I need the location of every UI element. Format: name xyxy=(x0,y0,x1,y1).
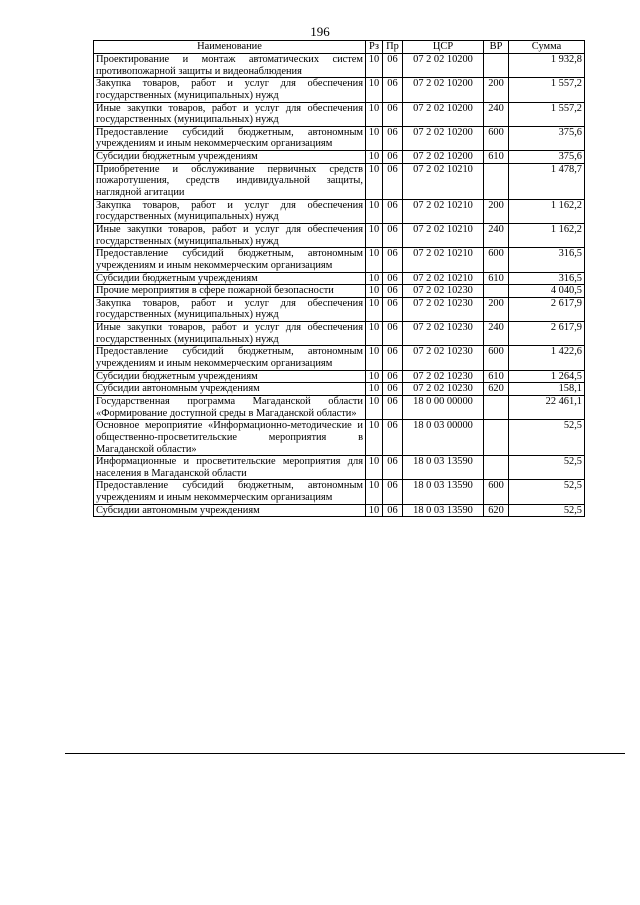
table-row xyxy=(94,102,585,126)
cell-rz: 10 xyxy=(366,102,383,126)
cell-rz: 10 xyxy=(366,504,383,517)
cell-pr: 06 xyxy=(383,383,403,396)
table-row xyxy=(94,395,585,419)
cell-sum: 52,5 xyxy=(509,456,585,480)
cell-name: Государственная программа Магаданской области «Формирование доступной среды в Магаданской области» xyxy=(94,395,366,419)
cell-csr: 18 0 03 00000 xyxy=(403,420,484,456)
cell-csr: 07 2 02 10230 xyxy=(403,322,484,346)
cell-vr: 240 xyxy=(484,223,509,247)
cell-vr: 200 xyxy=(484,78,509,102)
cell-pr: 06 xyxy=(383,78,403,102)
table-row xyxy=(94,248,585,272)
cell-csr: 07 2 02 10210 xyxy=(403,248,484,272)
table-row xyxy=(94,504,585,517)
cell-rz: 10 xyxy=(366,199,383,223)
cell-rz: 10 xyxy=(366,272,383,285)
cell-csr: 07 2 02 10210 xyxy=(403,163,484,199)
cell-vr: 600 xyxy=(484,126,509,150)
cell-sum: 1 478,7 xyxy=(509,163,585,199)
cell-sum: 1 932,8 xyxy=(509,54,585,78)
table-row xyxy=(94,199,585,223)
cell-rz: 10 xyxy=(366,223,383,247)
cell-name: Субсидии автономным учреждениям xyxy=(94,383,366,396)
table-row xyxy=(94,456,585,480)
cell-name: Приобретение и обслуживание первичных средств пожаротушения, средств индивидуальной защиты, наглядной агитации xyxy=(94,163,366,199)
cell-vr: 240 xyxy=(484,322,509,346)
cell-sum: 316,5 xyxy=(509,272,585,285)
page-number: 196 xyxy=(310,24,330,39)
cell-name: Закупка товаров, работ и услуг для обеспечения государственных (муниципальных) нужд xyxy=(94,297,366,321)
cell-rz: 10 xyxy=(366,346,383,370)
cell-pr: 06 xyxy=(383,248,403,272)
cell-csr: 07 2 02 10200 xyxy=(403,126,484,150)
cell-vr xyxy=(484,285,509,298)
cell-sum: 316,5 xyxy=(509,248,585,272)
cell-csr: 07 2 02 10200 xyxy=(403,78,484,102)
cell-name: Информационные и просветительские мероприятия для населения в Магаданской области xyxy=(94,456,366,480)
table-row xyxy=(94,322,585,346)
cell-rz: 10 xyxy=(366,480,383,504)
cell-sum: 52,5 xyxy=(509,504,585,517)
cell-csr: 07 2 02 10210 xyxy=(403,272,484,285)
cell-csr: 18 0 03 13590 xyxy=(403,480,484,504)
cell-sum: 2 617,9 xyxy=(509,297,585,321)
cell-rz: 10 xyxy=(366,370,383,383)
header-csr: ЦСР xyxy=(403,41,484,54)
cell-vr: 600 xyxy=(484,346,509,370)
cell-sum: 22 461,1 xyxy=(509,395,585,419)
cell-pr: 06 xyxy=(383,420,403,456)
cell-sum: 1 162,2 xyxy=(509,223,585,247)
cell-pr: 06 xyxy=(383,163,403,199)
header-rz: Рз xyxy=(366,41,383,54)
cell-vr xyxy=(484,54,509,78)
cell-rz: 10 xyxy=(366,420,383,456)
cell-rz: 10 xyxy=(366,456,383,480)
cell-vr: 200 xyxy=(484,199,509,223)
cell-vr: 610 xyxy=(484,370,509,383)
cell-sum: 4 040,5 xyxy=(509,285,585,298)
table-row xyxy=(94,383,585,396)
table-row xyxy=(94,78,585,102)
cell-pr: 06 xyxy=(383,272,403,285)
cell-csr: 18 0 00 00000 xyxy=(403,395,484,419)
cell-csr: 07 2 02 10230 xyxy=(403,370,484,383)
cell-pr: 06 xyxy=(383,456,403,480)
cell-rz: 10 xyxy=(366,322,383,346)
cell-csr: 07 2 02 10230 xyxy=(403,383,484,396)
cell-sum: 1 162,2 xyxy=(509,199,585,223)
table-row xyxy=(94,420,585,456)
cell-vr: 610 xyxy=(484,151,509,164)
cell-pr: 06 xyxy=(383,285,403,298)
cell-name: Предоставление субсидий бюджетным, автономным учреждениям и иным некоммерческим организациям xyxy=(94,248,366,272)
cell-name: Субсидии бюджетным учреждениям xyxy=(94,151,366,164)
cell-sum: 375,6 xyxy=(509,126,585,150)
cell-vr: 610 xyxy=(484,272,509,285)
cell-pr: 06 xyxy=(383,54,403,78)
cell-pr: 06 xyxy=(383,322,403,346)
cell-pr: 06 xyxy=(383,395,403,419)
cell-csr: 07 2 02 10200 xyxy=(403,54,484,78)
cell-pr: 06 xyxy=(383,297,403,321)
cell-rz: 10 xyxy=(366,54,383,78)
budget-table xyxy=(93,40,585,517)
cell-name: Прочие мероприятия в сфере пожарной безопасности xyxy=(94,285,366,298)
cell-rz: 10 xyxy=(366,285,383,298)
cell-csr: 07 2 02 10230 xyxy=(403,297,484,321)
table-row xyxy=(94,151,585,164)
cell-vr: 600 xyxy=(484,480,509,504)
cell-rz: 10 xyxy=(366,248,383,272)
footer-rule xyxy=(65,753,625,754)
table-body xyxy=(94,54,585,517)
cell-name: Субсидии бюджетным учреждениям xyxy=(94,370,366,383)
cell-vr: 240 xyxy=(484,102,509,126)
cell-vr: 620 xyxy=(484,383,509,396)
cell-name: Иные закупки товаров, работ и услуг для обеспечения государственных (муниципальных) нужд xyxy=(94,223,366,247)
table-row xyxy=(94,480,585,504)
table-row xyxy=(94,54,585,78)
cell-name: Предоставление субсидий бюджетным, автономным учреждениям и иным некоммерческим организациям xyxy=(94,346,366,370)
cell-pr: 06 xyxy=(383,126,403,150)
header-vr: ВР xyxy=(484,41,509,54)
table-row xyxy=(94,126,585,150)
table-row xyxy=(94,370,585,383)
cell-name: Иные закупки товаров, работ и услуг для обеспечения государственных (муниципальных) нужд xyxy=(94,322,366,346)
cell-sum: 1 264,5 xyxy=(509,370,585,383)
cell-csr: 07 2 02 10200 xyxy=(403,102,484,126)
cell-sum: 1 422,6 xyxy=(509,346,585,370)
cell-csr: 07 2 02 10210 xyxy=(403,223,484,247)
cell-rz: 10 xyxy=(366,78,383,102)
cell-name: Предоставление субсидий бюджетным, автономным учреждениям и иным некоммерческим организациям xyxy=(94,126,366,150)
cell-sum: 2 617,9 xyxy=(509,322,585,346)
table-header-row xyxy=(94,41,585,54)
cell-name: Иные закупки товаров, работ и услуг для обеспечения государственных (муниципальных) нужд xyxy=(94,102,366,126)
cell-csr: 18 0 03 13590 xyxy=(403,504,484,517)
cell-sum: 375,6 xyxy=(509,151,585,164)
table-row xyxy=(94,272,585,285)
table-row xyxy=(94,346,585,370)
cell-name: Предоставление субсидий бюджетным, автономным учреждениям и иным некоммерческим организациям xyxy=(94,480,366,504)
table-row xyxy=(94,223,585,247)
cell-vr: 600 xyxy=(484,248,509,272)
cell-rz: 10 xyxy=(366,163,383,199)
cell-csr: 07 2 02 10230 xyxy=(403,285,484,298)
cell-vr xyxy=(484,395,509,419)
cell-sum: 1 557,2 xyxy=(509,78,585,102)
cell-name: Основное мероприятие «Информационно-методические и общественно-просветительские мероприятия в Магаданской области» xyxy=(94,420,366,456)
cell-rz: 10 xyxy=(366,126,383,150)
cell-name: Закупка товаров, работ и услуг для обеспечения государственных (муниципальных) нужд xyxy=(94,78,366,102)
table-row xyxy=(94,285,585,298)
cell-vr xyxy=(484,420,509,456)
cell-csr: 07 2 02 10230 xyxy=(403,346,484,370)
cell-pr: 06 xyxy=(383,504,403,517)
cell-pr: 06 xyxy=(383,480,403,504)
cell-rz: 10 xyxy=(366,395,383,419)
cell-csr: 07 2 02 10210 xyxy=(403,199,484,223)
cell-vr xyxy=(484,456,509,480)
cell-pr: 06 xyxy=(383,223,403,247)
cell-sum: 1 557,2 xyxy=(509,102,585,126)
cell-vr xyxy=(484,163,509,199)
cell-pr: 06 xyxy=(383,346,403,370)
cell-sum: 52,5 xyxy=(509,480,585,504)
cell-name: Субсидии бюджетным учреждениям xyxy=(94,272,366,285)
cell-pr: 06 xyxy=(383,370,403,383)
cell-rz: 10 xyxy=(366,297,383,321)
header-name: Наименование xyxy=(94,41,366,54)
table-row xyxy=(94,297,585,321)
cell-sum: 158,1 xyxy=(509,383,585,396)
cell-sum: 52,5 xyxy=(509,420,585,456)
cell-pr: 06 xyxy=(383,199,403,223)
header-pr: Пр xyxy=(383,41,403,54)
cell-name: Закупка товаров, работ и услуг для обеспечения государственных (муниципальных) нужд xyxy=(94,199,366,223)
cell-name: Проектирование и монтаж автоматических систем противопожарной защиты и видеонаблюдения xyxy=(94,54,366,78)
cell-rz: 10 xyxy=(366,151,383,164)
cell-vr: 620 xyxy=(484,504,509,517)
cell-name: Субсидии автономным учреждениям xyxy=(94,504,366,517)
cell-rz: 10 xyxy=(366,383,383,396)
cell-pr: 06 xyxy=(383,102,403,126)
cell-csr: 18 0 03 13590 xyxy=(403,456,484,480)
cell-pr: 06 xyxy=(383,151,403,164)
header-sum: Сумма xyxy=(509,41,585,54)
table-row xyxy=(94,163,585,199)
cell-vr: 200 xyxy=(484,297,509,321)
cell-csr: 07 2 02 10200 xyxy=(403,151,484,164)
